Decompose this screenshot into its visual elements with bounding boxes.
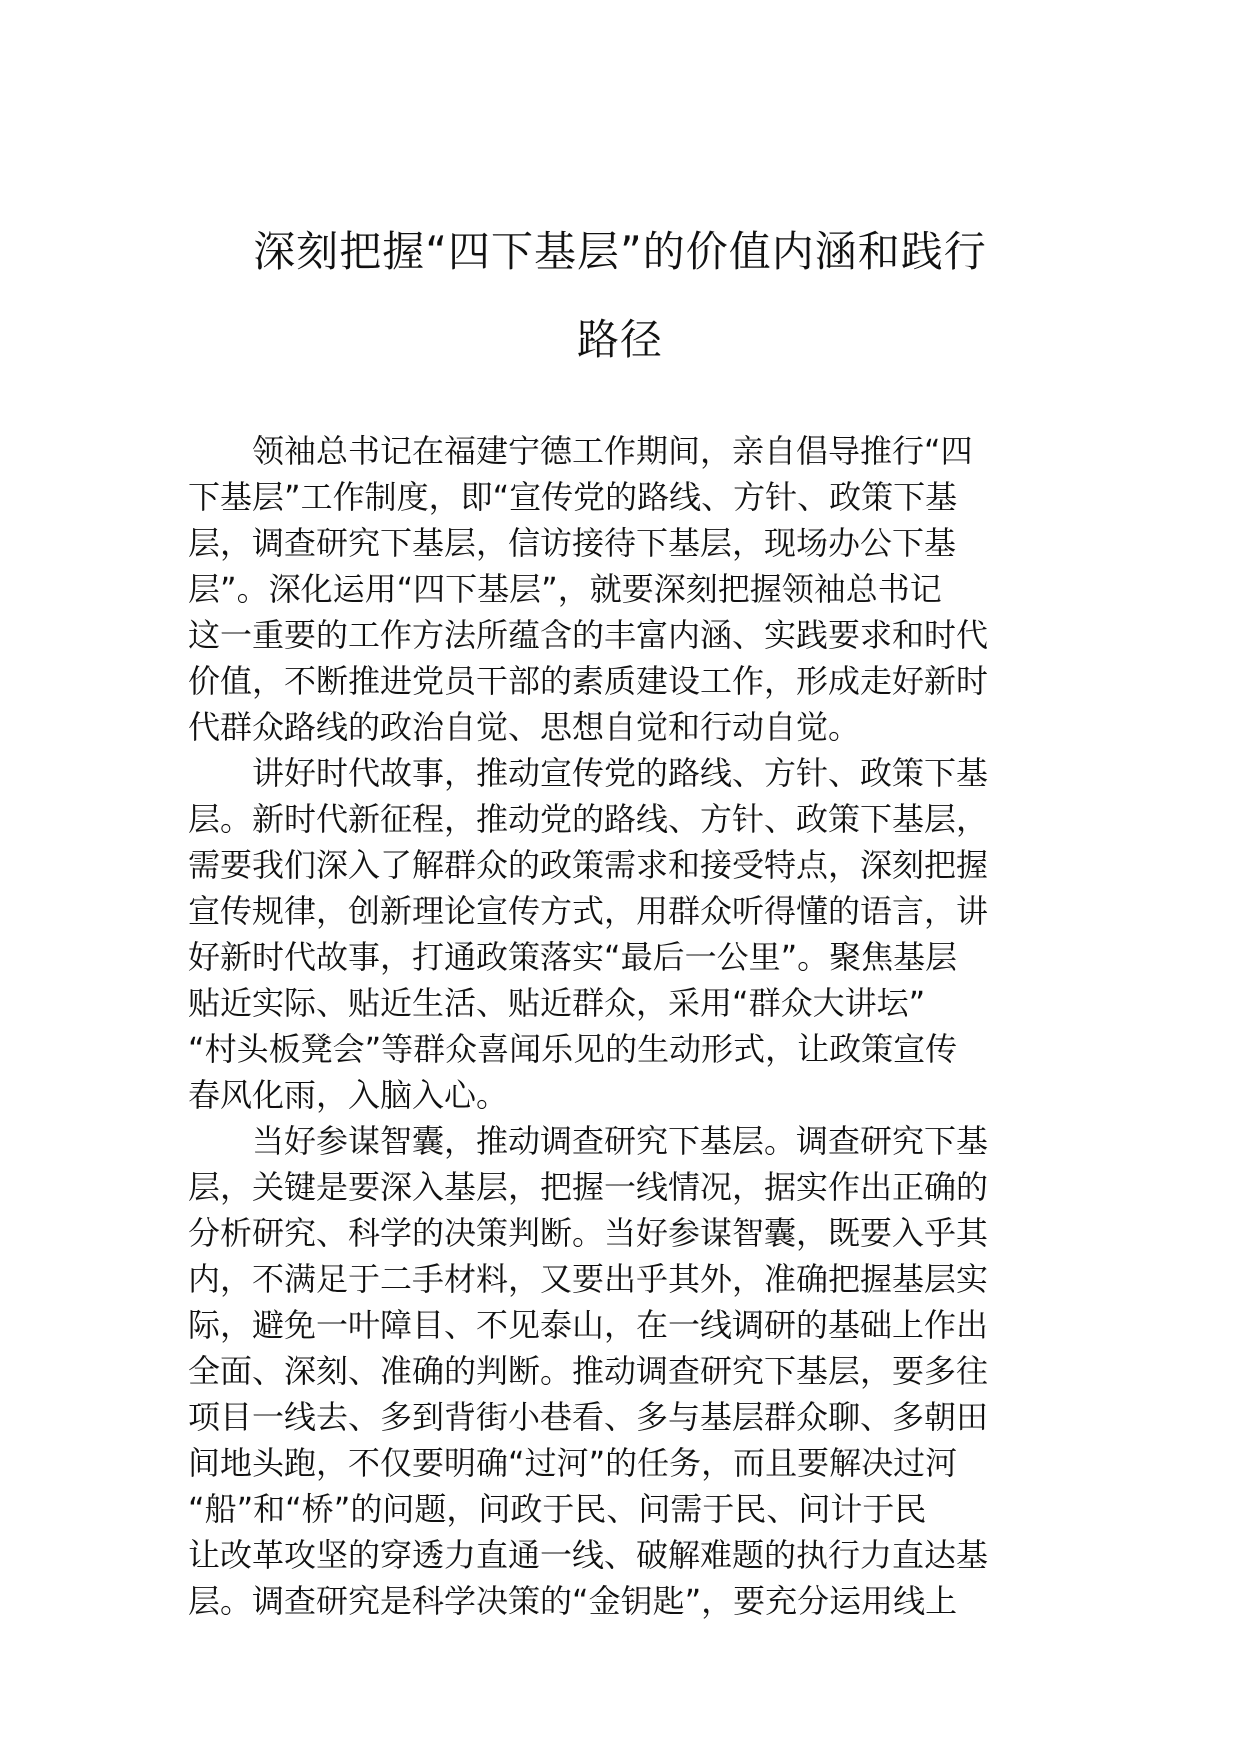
text-line: 层。调查研究是科学决策的“金钥匙”，要充分运用线上 bbox=[188, 1582, 958, 1620]
text-line: 代群众路线的政治自觉、思想自觉和行动自觉。 bbox=[188, 708, 861, 746]
text-line: 价值，不断推进党员干部的素质建设工作，形成走好新时 bbox=[188, 662, 989, 700]
text-line: 层，关键是要深入基层，把握一线情况，据实作出正确的 bbox=[188, 1168, 989, 1206]
text-line: 下基层”工作制度，即“宣传党的路线、方针、政策下基 bbox=[188, 478, 958, 516]
text-line: 领袖总书记在福建宁德工作期间，亲自倡导推行“四 bbox=[252, 432, 973, 470]
paragraph-research bbox=[188, 1118, 1052, 1624]
paragraph-propaganda bbox=[188, 750, 1052, 1118]
title-line: 路径 bbox=[576, 315, 663, 364]
text-line: 全面、深刻、准确的判断。推动调查研究下基层，要多往 bbox=[188, 1352, 989, 1390]
text-line: “村头板凳会”等群众喜闻乐见的生动形式，让政策宣传 bbox=[188, 1030, 958, 1068]
document-body bbox=[188, 428, 1052, 1624]
text-line: 项目一线去、多到背街小巷看、多与基层群众聊、多朝田 bbox=[188, 1398, 989, 1436]
text-line: 际，避免一叶障目、不见泰山，在一线调研的基础上作出 bbox=[188, 1306, 989, 1344]
text-line: 间地头跑，不仅要明确“过河”的任务，而且要解决过河 bbox=[188, 1444, 958, 1482]
text-line: 好新时代故事，打通政策落实“最后一公里”。聚焦基层 bbox=[188, 938, 958, 976]
text-line: 宣传规律，创新理论宣传方式，用群众听得懂的语言，讲 bbox=[188, 892, 989, 930]
text-line: 春风化雨，入脑入心。 bbox=[188, 1076, 509, 1114]
document-title bbox=[180, 208, 1060, 384]
title-line: 深刻把握“四下基层”的价值内涵和践行 bbox=[253, 227, 987, 276]
text-line: 分析研究、科学的决策判断。当好参谋智囊，既要入乎其 bbox=[188, 1214, 989, 1252]
text-line: 层，调查研究下基层，信访接待下基层，现场办公下基 bbox=[188, 524, 957, 562]
text-line: 讲好时代故事，推动宣传党的路线、方针、政策下基 bbox=[252, 754, 989, 792]
text-line: 层。新时代新征程，推动党的路线、方针、政策下基层， bbox=[188, 800, 989, 838]
text-line: 需要我们深入了解群众的政策需求和接受特点，深刻把握 bbox=[188, 846, 989, 884]
text-line: 这一重要的工作方法所蕴含的丰富内涵、实践要求和时代 bbox=[188, 616, 989, 654]
text-line: 层”。深化运用“四下基层”，就要深刻把握领袖总书记 bbox=[188, 570, 942, 608]
text-line: 当好参谋智囊，推动调查研究下基层。调查研究下基 bbox=[252, 1122, 989, 1160]
text-line: 贴近实际、贴近生活、贴近群众，采用“群众大讲坛” bbox=[188, 984, 926, 1022]
text-line: “船”和“桥”的问题，问政于民、问需于民、问计于民 bbox=[188, 1490, 927, 1528]
text-line: 内，不满足于二手材料，又要出乎其外，准确把握基层实 bbox=[188, 1260, 989, 1298]
text-line: 让改革攻坚的穿透力直通一线、破解难题的执行力直达基 bbox=[188, 1536, 989, 1574]
paragraph-intro bbox=[188, 428, 1052, 750]
